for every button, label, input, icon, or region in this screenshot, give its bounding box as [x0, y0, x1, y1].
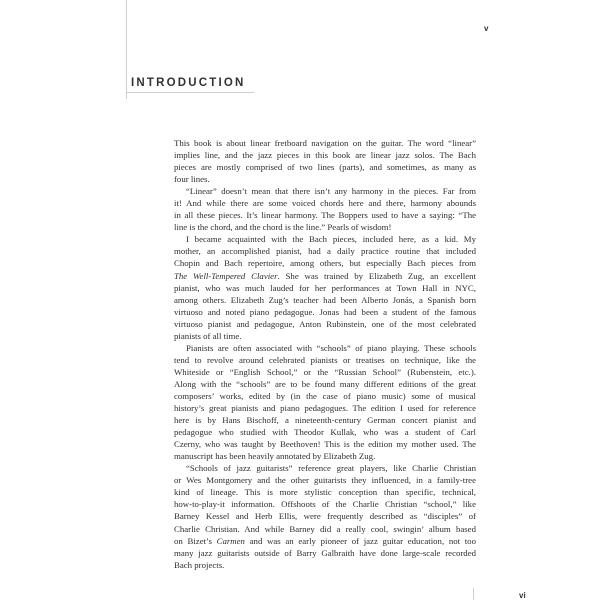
paragraph-5-line: Barney Kessel and Herb Ellis, were frequently described as “disciples” of [174, 511, 476, 522]
body-text [174, 137, 476, 571]
paragraph-3-line: I became acquainted with the Bach pieces, included here, as a kid. My [186, 234, 476, 245]
paragraph-1-line: four lines. [174, 174, 210, 185]
paragraph-5-line: many jazz guitarists outside of Barry Galbraith have done large-scale recorded [174, 547, 476, 558]
paragraph-4-line: pedagogue who studied with Theodor Kullak, who was a student of Carl [174, 427, 476, 438]
chapter-title: INTRODUCTION [131, 77, 246, 89]
page-number: vi [519, 591, 526, 600]
paragraph-4-line: tend to revolve around celebrated pianists or treatises on technique, like the [174, 354, 476, 365]
paragraph-4-line: composers’ works, edited by (in the case of piano music) some of musical [174, 390, 476, 401]
paragraph-5-line: on Bizet’s Carmen and was an early pioneer of jazz guitar education, not too [174, 535, 476, 546]
paragraph-5-line: or Wes Montgomery and the other guitarists they influenced, in a family-tree [174, 475, 476, 486]
paragraph-4-line: Along with the “schools” are to be found many different editions of the great [174, 378, 476, 389]
paragraph-1-line: This book is about linear fretboard navigation on the guitar. The word “linear” [174, 138, 476, 148]
paragraph-2-line: “Linear” doesn’t mean that there isn’t any harmony in the pieces. Far from [186, 186, 476, 197]
paragraph-5-line: how-to-play-it information. Offshoots of the Charlie Christian “school,” like [174, 499, 476, 510]
paragraph-3-line: pianists of all time. [174, 330, 242, 341]
paragraph-2-line: line is the chord, and the chord is the line.” Pearls of wisdom! [174, 222, 392, 233]
margin-rule-bottom [473, 588, 474, 600]
paragraph-3-line: virtuoso pianist and pedagogue, Anton Rubinstein, one of the most celebrated [174, 318, 476, 329]
paragraph-1-line: implies line, and the jazz pieces in this book are linear jazz solos. The Bach [174, 150, 476, 161]
paragraph-2-line: it! And while there are some voiced chords here and there, harmony abounds [174, 198, 476, 209]
paragraph-5-line: kind of lineage. This is more stylistic conception than specific, technical, [174, 487, 476, 498]
italic-title: The Well-Tempered Clavier [174, 270, 278, 281]
paragraph-4-line: history’s great pianists and piano pedagogues. The edition I used for reference [174, 403, 476, 414]
paragraph-5-line: “Schools of jazz guitarists” reference great players, like Charlie Christian [186, 463, 476, 474]
paragraph-5-line: Charlie Christian. And while Barney did a really cool, swingin’ album based [174, 523, 476, 534]
paragraph-3-line: mother, an accomplished pianist, had a daily practice routine that included [174, 246, 476, 257]
paragraph-4-line: manuscript has been heavily annotated by Elizabeth Zug. [174, 451, 376, 462]
paragraph-4-line: Czerny, who was taught by Beethoven! This is the edition my mother used. The [174, 439, 476, 450]
paragraph-3-line: Chopin and Bach repertoire, among others, but especially Bach pieces from [174, 258, 476, 269]
paragraph-2-line: in all these pieces. It’s linear harmony. The Boppers used to have a saying: “The [174, 210, 476, 221]
paragraph-5-line: Bach projects. [174, 559, 225, 570]
page-marker-top: v [484, 24, 489, 33]
paragraph-4-line: here is by Hans Bischoff, a nineteenth-century German concert pianist and [174, 415, 476, 426]
paragraph-3-line: pianist, who was much lauded for her performances at Town Hall in NYC, [174, 282, 476, 293]
paragraph-1-line: pieces are mostly comprised of two lines (parts), and sometimes, as many as [174, 162, 476, 173]
paragraph-3-line: The Well-Tempered Clavier. She was trained by Elizabeth Zug, an excellent [174, 270, 476, 281]
paragraph-3-line: among others. Elizabeth Zug’s teacher had been Alberto Jonás, a Spanish born [174, 294, 476, 305]
italic-title: Carmen [216, 535, 245, 546]
paragraph-3-line: virtuoso and noted piano pedagogue. Jonas had been a student of the famous [174, 306, 476, 317]
paragraph-4-line: Whiteside or “English School,” or the “Russian School” (Rubenstein, etc.). [174, 366, 476, 377]
paragraph-4-line: Pianists are often associated with “schools” of piano playing. These schools [186, 342, 476, 353]
